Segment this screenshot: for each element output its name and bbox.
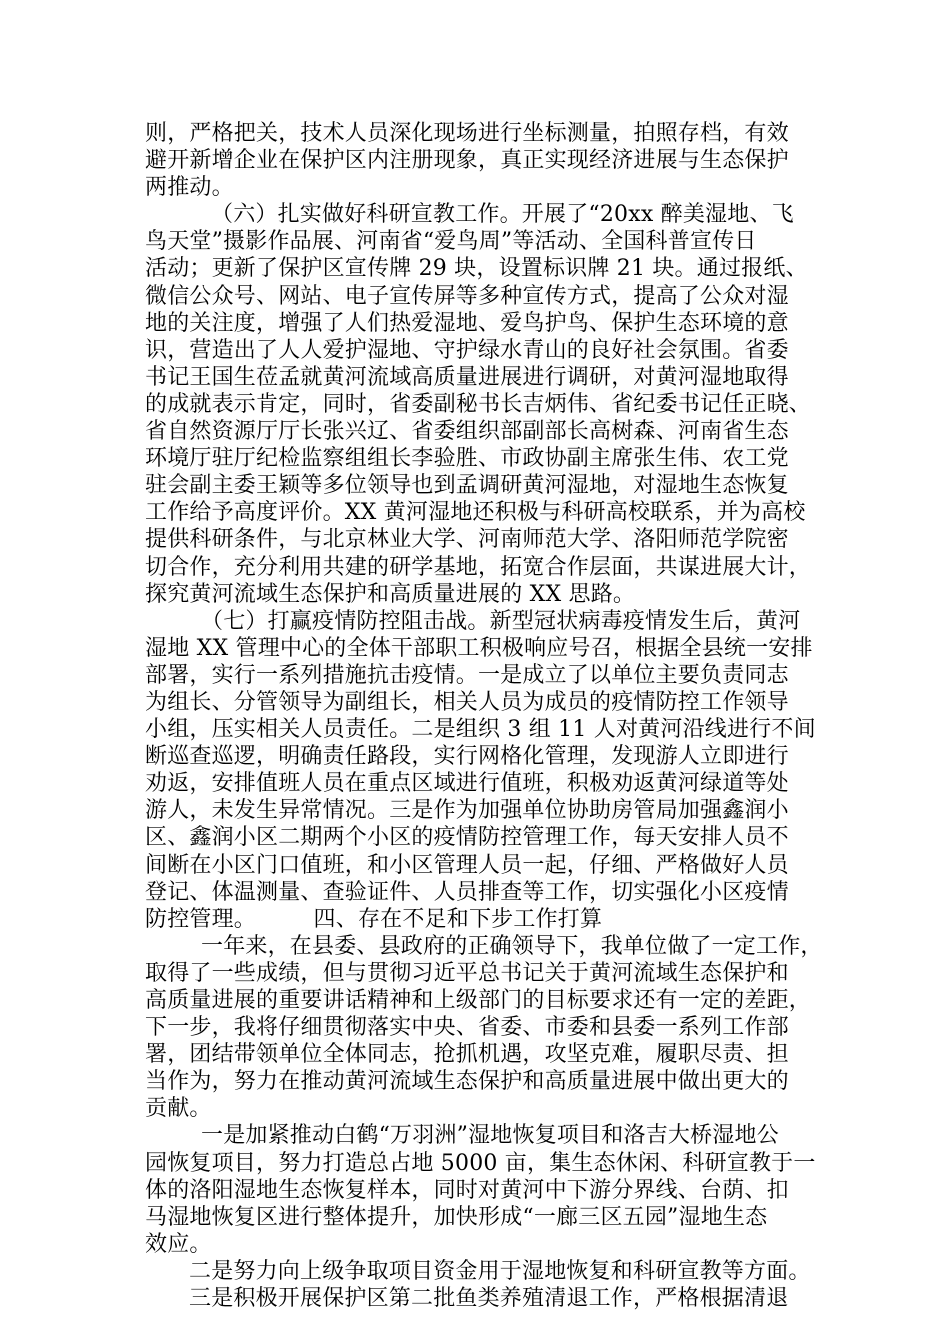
text-line: 鸟天堂”摄影作品展、河南省“爱鸟周”等活动、全国科普宣传日 <box>145 229 757 255</box>
text-line: 小组，压实相关人员责任。二是组织 3 组 11 人对黄河沿线进行不间 <box>145 717 816 743</box>
section-four-heading-line: 防控管理。 四、存在不足和下步工作打算 <box>145 906 603 932</box>
text-line: 地的关注度，增强了人们热爱湿地、爱鸟护鸟、保护生态环境的意 <box>145 310 789 336</box>
text-line: 两推动。 <box>145 175 234 201</box>
text-line: 体的洛阳湿地生态恢复样本，同时对黄河中下游分界线、台荫、扣 <box>145 1177 789 1203</box>
text-line: 下一步，我将仔细贯彻落实中央、省委、市委和县委一系列工作部 <box>145 1015 789 1041</box>
text-line: 署，团结带领单位全体同志，抢抓机遇，攻坚克难，履职尽责、担 <box>145 1042 789 1068</box>
text-line: 的成就表示肯定，同时，省委副秘书长吉炳伟、省纪委书记任正晓、 <box>145 391 812 417</box>
text-line: 园恢复项目，努力打造总占地 5000 亩，集生态休闲、科研宣教于一 <box>145 1150 816 1176</box>
text-line: 提供科研条件，与北京林业大学、河南师范大学、洛阳师范学院密 <box>145 527 789 553</box>
text-line: 书记王国生莅孟就黄河流域高质量进展进行调研，对黄河湿地取得 <box>145 364 789 390</box>
text-line: 为组长、分管领导为副组长，相关人员为成员的疫情防控工作领导 <box>145 689 789 715</box>
section-six-heading-line: （六）扎实做好科研宣教工作。开展了“20xx 醉美湿地、飞 <box>211 202 794 228</box>
text-line: 探究黄河流域生态保护和高质量进展的 XX 思路。 <box>145 581 636 607</box>
text-line: 当作为，努力在推动黄河流域生态保护和高质量进展中做出更大的 <box>145 1069 789 1095</box>
text-line: 间断在小区门口值班，和小区管理人员一起，仔细、严格做好人员 <box>145 852 789 878</box>
text-line: 驻会副主委王颖等多位领导也到孟调研黄河湿地，对湿地生态恢复 <box>145 473 789 499</box>
text-line: 断巡查巡逻，明确责任路段，实行网格化管理，发现游人立即进行 <box>145 744 789 770</box>
text-line: 部署，实行一系列措施抗击疫情。一是成立了以单位主要负责同志 <box>145 662 789 688</box>
section-seven-heading-line: （七）打赢疫情防控阻击战。新型冠状病毒疫情发生后，黄河 <box>201 608 801 634</box>
text-line: 贡献。 <box>145 1096 212 1122</box>
paragraph-start-line: 二是努力向上级争取项目资金用于湿地恢复和科研宣教等方面。 <box>189 1258 811 1284</box>
text-line: 省自然资源厅厅长张兴辽、省委组织部副部长高树森、河南省生态 <box>145 419 789 445</box>
text-line: 微信公众号、网站、电子宣传屏等多种宣传方式，提高了公众对湿 <box>145 283 789 309</box>
text-line: 则，严格把关，技术人员深化现场进行坐标测量，拍照存档，有效 <box>145 121 789 146</box>
document-body <box>145 120 823 1312</box>
text-line: 活动；更新了保护区宣传牌 29 块，设置标识牌 21 块。通过报纸、 <box>145 256 808 282</box>
paragraph-start-line: 一年来，在县委、县政府的正确领导下，我单位做了一定工作， <box>201 933 823 959</box>
text-line: 避开新增企业在保护区内注册现象，真正实现经济进展与生态保护 <box>145 148 789 174</box>
text-line: 工作给予高度评价。XX 黄河湿地还积极与科研高校联系，并为高校 <box>145 500 806 526</box>
text-line: 登记、体温测量、查验证件、人员排查等工作，切实强化小区疫情 <box>145 879 789 905</box>
text-line: 游人，未发生异常情况。三是作为加强单位协助房管局加强鑫润小 <box>145 798 789 824</box>
text-line: 切合作，充分利用共建的研学基地，拓宽合作层面，共谋进展大计， <box>145 554 812 580</box>
paragraph-start-line: 三是积极开展保护区第二批鱼类养殖清退工作，严格根据清退 <box>189 1286 789 1312</box>
text-line: 劝返，安排值班人员在重点区域进行值班，积极劝返黄河绿道等处 <box>145 771 789 797</box>
text-line: 识，营造出了人人爱护湿地、守护绿水青山的良好社会氛围。省委 <box>145 337 789 363</box>
text-line: 高质量进展的重要讲话精神和上级部门的目标要求还有一定的差距， <box>145 988 812 1013</box>
text-line: 湿地 XX 管理中心的全体干部职工积极响应号召，根据全县统一安排 <box>145 635 813 661</box>
text-line: 效应。 <box>145 1231 212 1257</box>
paragraph-start-line: 一是加紧推动白鹤“万羽洲”湿地恢复项目和洛吉大桥湿地公 <box>201 1123 779 1149</box>
text-line: 马湿地恢复区进行整体提升，加快形成“一廊三区五园”湿地生态 <box>145 1204 768 1230</box>
text-line: 区、鑫润小区二期两个小区的疫情防控管理工作，每天安排人员不 <box>145 825 789 851</box>
text-line: 取得了一些成绩，但与贯彻习近平总书记关于黄河流域生态保护和 <box>145 960 789 986</box>
text-line: 环境厅驻厅纪检监察组组长李验胜、市政协副主席张生伟、农工党 <box>145 446 789 472</box>
